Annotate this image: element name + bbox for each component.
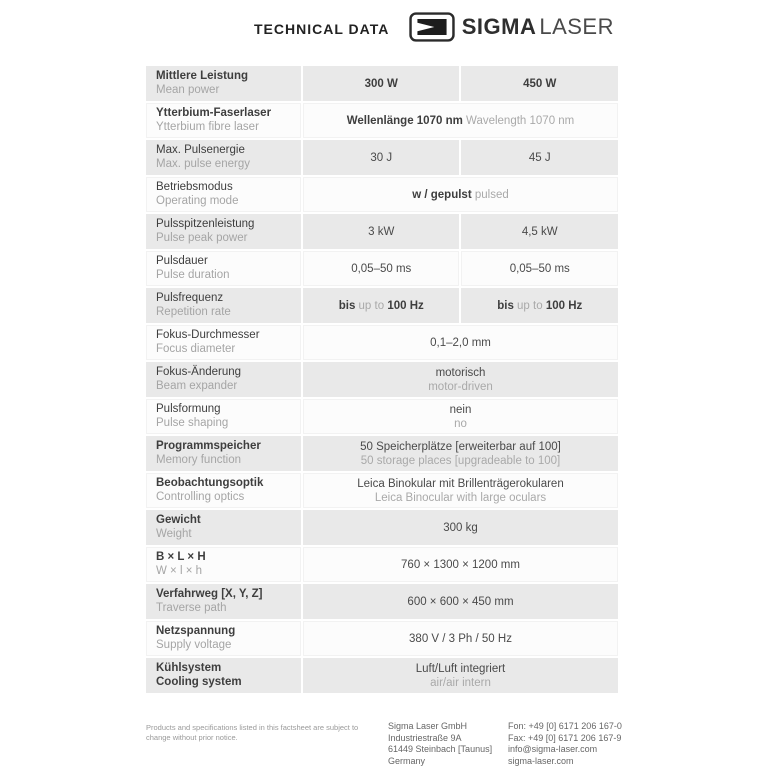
row-label-de: Fokus-Änderung [156,366,295,380]
value-text: motor-driven [428,381,493,393]
row-label-de: Netzspannung [156,625,295,639]
row-label-de: Pulsdauer [156,255,295,269]
value-line [467,77,612,91]
value-cell [303,103,618,138]
value-text: air/air intern [430,677,491,689]
row-label-en: Controlling optics [156,491,295,505]
row-label-de: B × L × H [156,551,295,565]
row-label-en: Focus diameter [156,343,295,357]
value-text: 100 Hz [546,300,582,312]
value-line [309,491,612,505]
address-line: Sigma Laser GmbH [388,721,506,733]
value-text: nein [450,404,472,416]
table-row [146,584,618,619]
header [146,12,618,56]
value-line [309,403,612,417]
value-line [309,114,612,128]
value-cell [303,177,618,212]
value-text: 3 kW [368,226,394,238]
table-row [146,251,618,286]
table-row [146,325,618,360]
value-cell [303,325,618,360]
value-text: 30 J [370,152,392,164]
table-row [146,436,618,471]
value-text: motorisch [436,367,486,379]
row-label-cell [146,177,301,212]
row-label-cell [146,140,301,175]
value-text: 380 V / 3 Ph / 50 Hz [409,633,512,645]
row-label-cell [146,547,301,582]
value-cell [303,510,618,545]
table-row [146,473,618,508]
contact-info [508,721,622,767]
value-line [309,77,453,91]
value-line [309,454,612,468]
footer [146,721,622,767]
row-label-en: Repetition rate [156,306,295,320]
value-text: 0,1–2,0 mm [430,337,491,349]
address-line: 61449 Steinbach [Taunus] [388,744,506,756]
value-line [467,262,612,276]
spec-table-body [146,66,618,693]
value-text: up to [359,300,388,312]
value-line [309,662,612,676]
contact-line: info@sigma-laser.com [508,744,622,756]
value-text: 0,05–50 ms [351,263,411,275]
value-text: 300 W [365,78,398,90]
value-cell [303,584,618,619]
value-line [467,225,612,239]
value-text: no [454,418,467,430]
value-cell [303,621,618,656]
value-text: Leica Binokular mit Brillenträgerokularen [357,478,563,490]
row-label-de: Pulsformung [156,403,295,417]
value-line [309,632,612,646]
table-row [146,621,618,656]
value-line [309,595,612,609]
contact-line: Fon: +49 [0] 6171 206 167-0 [508,721,622,733]
value-text: 600 × 600 × 450 mm [407,596,513,608]
value-cell [461,288,618,323]
value-text: 0,05–50 ms [510,263,570,275]
value-cell [461,251,618,286]
row-label-cell [146,436,301,471]
value-cell [303,288,459,323]
value-cell [461,140,618,175]
table-row [146,288,618,323]
row-label-en: Supply voltage [156,639,295,653]
value-text: up to [517,300,546,312]
row-label-cell [146,584,301,619]
row-label-de: Gewicht [156,514,295,528]
row-label-en: Mean power [156,84,295,98]
row-label-en: Pulse peak power [156,232,295,246]
row-label-de: Pulsspitzenleistung [156,218,295,232]
row-label-en: Max. pulse energy [156,158,295,172]
row-label-en: Traverse path [156,602,295,616]
row-label-de: Fokus-Durchmesser [156,329,295,343]
row-label-cell [146,325,301,360]
table-row [146,66,618,101]
company-address [388,721,506,767]
value-text: Wellenlänge 1070 nm [347,115,466,127]
value-text: bis [339,300,359,312]
value-cell [303,658,618,693]
value-line [309,380,612,394]
row-label-cell [146,362,301,397]
value-line [309,417,612,431]
row-label-cell [146,473,301,508]
value-cell [303,399,618,434]
table-row [146,103,618,138]
technical-data-table [144,64,620,695]
sigma-laser-logo [409,12,614,42]
value-line [467,151,612,165]
contact-line: sigma-laser.com [508,756,622,767]
value-line [309,366,612,380]
value-text: 100 Hz [387,300,423,312]
contact-line: Fax: +49 [0] 6171 206 167-9 [508,733,622,745]
row-label-cell [146,510,301,545]
row-label-de: Beobachtungsoptik [156,477,295,491]
address-line: Industriestraße 9A [388,733,506,745]
value-cell [461,66,618,101]
value-cell [303,362,618,397]
value-line [309,151,453,165]
row-label-cell [146,251,301,286]
row-label-en: Beam expander [156,380,295,394]
row-label-de: Verfahrweg [X, Y, Z] [156,588,295,602]
value-cell [303,547,618,582]
disclaimer-text: Products and specifications listed in this factsheet are subject to change without prior notice. [146,721,378,742]
page-title: TECHNICAL DATA [254,21,389,37]
table-row [146,140,618,175]
brand-wordmark [462,14,614,40]
value-text: pulsed [475,189,509,201]
value-cell [303,214,459,249]
row-label-cell [146,621,301,656]
table-row [146,658,618,693]
value-text: 50 Speicherplätze [erweiterbar auf 100] [360,441,561,453]
value-cell [303,436,618,471]
address-line: Germany [388,756,506,767]
value-line [309,299,453,313]
value-line [309,521,612,535]
value-cell [303,473,618,508]
brand-bold: SIGMA [462,14,537,39]
value-text: Leica Binocular with large oculars [375,492,546,504]
row-label-en: Pulse duration [156,269,295,283]
value-line [309,336,612,350]
value-text: Wavelength 1070 nm [466,115,574,127]
row-label-de: Ytterbium-Faserlaser [156,107,295,121]
value-line [309,440,612,454]
row-label-cell [146,66,301,101]
value-cell [303,251,459,286]
table-row [146,547,618,582]
row-label-en: Pulse shaping [156,417,295,431]
row-label-en: Operating mode [156,195,295,209]
row-label-en: Memory function [156,454,295,468]
value-line [309,262,453,276]
row-label-de: Pulsfrequenz [156,292,295,306]
value-line [467,299,612,313]
value-line [309,558,612,572]
value-cell [303,140,459,175]
brand-light: LASER [539,14,614,39]
value-cell [303,66,459,101]
table-row [146,214,618,249]
row-label-cell [146,214,301,249]
row-label-de: Betriebsmodus [156,181,295,195]
row-label-de: Max. Pulsenergie [156,144,295,158]
value-text: 300 kg [443,522,478,534]
table-row [146,177,618,212]
value-text: 50 storage places [upgradeable to 100] [361,455,560,467]
value-text: 450 W [523,78,556,90]
value-text: 4,5 kW [522,226,558,238]
value-text: w / gepulst [412,189,475,201]
row-label-de: Programmspeicher [156,440,295,454]
row-label-cell [146,288,301,323]
value-text: 45 J [529,152,551,164]
value-line [309,225,453,239]
value-line [309,188,612,202]
row-label-en: Ytterbium fibre laser [156,121,295,135]
value-line [309,676,612,690]
row-label-en: Weight [156,528,295,542]
table-row [146,362,618,397]
row-label-cell [146,658,301,693]
row-label-cell [146,399,301,434]
row-label-de: Kühlsystem [156,662,295,676]
value-text: 760 × 1300 × 1200 mm [401,559,520,571]
value-text: Luft/Luft integriert [416,663,506,675]
row-label-de: Mittlere Leistung [156,70,295,84]
sigma-icon [409,12,455,42]
row-label-en: W × l × h [156,565,295,579]
row-label-en: Cooling system [156,676,295,690]
table-row [146,510,618,545]
value-text: bis [497,300,517,312]
value-line [309,477,612,491]
table-row [146,399,618,434]
row-label-cell [146,103,301,138]
value-cell [461,214,618,249]
